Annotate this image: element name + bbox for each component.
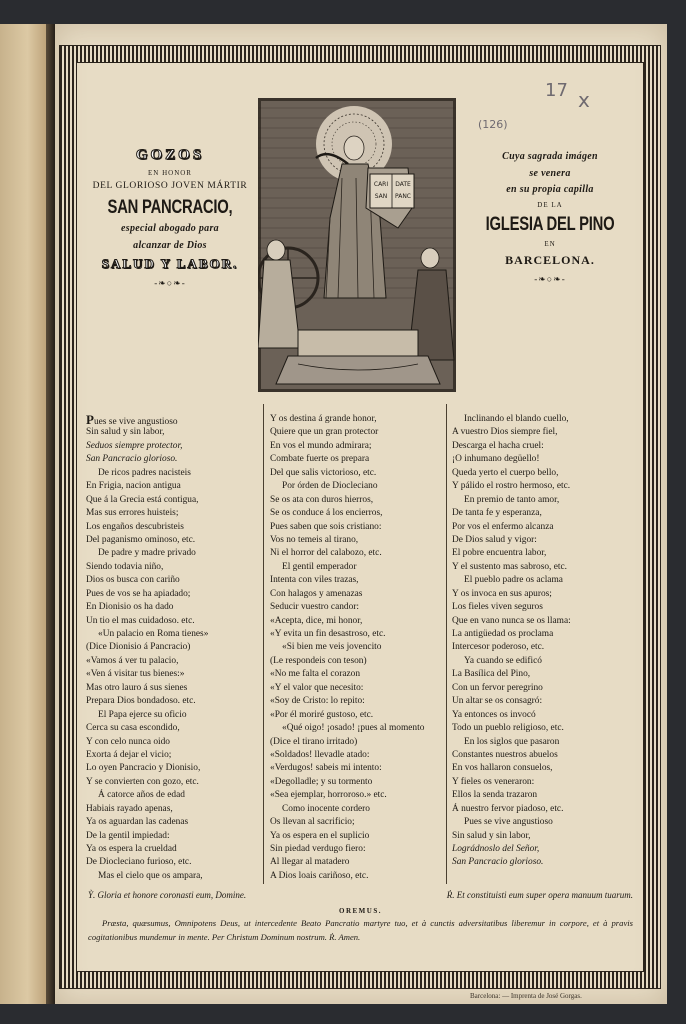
verse-line: «Acepta, dice, mi honor,: [270, 615, 363, 626]
venerated-line: se venera: [529, 167, 571, 179]
verse-line: De tanta fe y esperanza,: [452, 508, 542, 519]
printer-imprint: Barcelona: — Imprenta de José Gorgas.: [470, 992, 582, 1000]
en-text: EN: [544, 239, 556, 248]
verse-line: Constantes nuestros abuelos: [452, 749, 558, 760]
verse-line: Y se convierten con gozo, etc.: [86, 776, 199, 787]
saint-name: SAN PANCRACIO,: [107, 197, 233, 219]
svg-text:CARI: CARI: [373, 181, 389, 188]
verse-line: Del que salis victorioso, etc.: [270, 467, 377, 478]
verse-line: (Le respondeis con teson): [270, 655, 367, 666]
saint-pancras-engraving: [258, 98, 456, 392]
verse-line: Por vos el enfermo alcanza: [452, 521, 554, 532]
pencil-mark: x: [578, 88, 590, 112]
svg-text:DATE: DATE: [395, 181, 411, 188]
verse-line: En Frigia, nacion antigua: [86, 481, 181, 492]
verse-line: La antigüedad os proclama: [452, 629, 554, 639]
verse-line: De Diocleciano furioso, etc.: [86, 857, 192, 868]
verse-line: Y fieles os veneraron:: [452, 776, 535, 787]
verse-line: «Por él moriré gustoso, etc.: [270, 709, 374, 720]
verse-line: «Verdugos! sabeis mi intento:: [270, 763, 382, 774]
en-honor-text: EN HONOR: [148, 168, 192, 177]
verse-line: Como inocente cordero: [282, 803, 370, 814]
city-name: BARCELONA.: [505, 253, 595, 268]
versicle-row: [88, 890, 633, 900]
verse-line: Lo oyen Pancracio y Dionisio,: [86, 763, 201, 774]
verse-line: Lográdnoslo del Señor,: [452, 844, 540, 854]
verse-line: Ni el horror del calabozo, etc.: [270, 548, 382, 559]
versicle-left: Ỳ. Gloria et honore coronasti eum, Domine.: [88, 890, 247, 900]
svg-text:PANC: PANC: [394, 193, 412, 200]
verse-line: Ya os aguardan las cadenas: [86, 817, 189, 828]
verse-line: El Papa ejerce su oficio: [98, 709, 187, 720]
verse-line: «Vamos á ver tu palacio,: [86, 655, 179, 666]
verse-line: En Dionisio os ha dado: [86, 602, 174, 613]
oremus-heading: OREMUS.: [339, 907, 382, 915]
verse-line: Intenta con viles trazas,: [270, 575, 359, 586]
gozos-title: GOZOS: [135, 147, 205, 163]
verse-line: (Dice el tirano irritado): [270, 736, 358, 747]
verse-line: «Un palacio en Roma tienes»: [98, 629, 209, 639]
verse-column-3: [452, 413, 640, 870]
verse-line: Y os invoca en sus apuros;: [452, 588, 552, 599]
verse-line: De Dios salud y vigor:: [452, 534, 537, 545]
verse-line: Sin salud y sin labor,: [86, 427, 165, 438]
verse-line: Pues se vive angustioso: [464, 817, 553, 828]
verse-line: Exorta á dejar el vicio;: [86, 749, 172, 760]
verse-line: Dios os busca con cariño: [86, 575, 180, 586]
church-name: IGLESIA DEL PINO: [485, 213, 615, 235]
verse-line: «Si bien me veis jovencito: [282, 642, 382, 653]
martyr-line: DEL GLORIOSO JOVEN MÁRTIR: [92, 181, 248, 192]
verse-line: Ya entonces os invocó: [452, 709, 536, 720]
verse-line: Se os ata con duros hierros,: [270, 494, 374, 505]
verse-line: El pobre encuentra labor,: [452, 548, 547, 559]
verse-line: De padre y madre privado: [98, 548, 196, 559]
verse-line: Quiere que un gran protector: [270, 427, 379, 438]
verse-line: En vos el mundo admirara;: [270, 440, 372, 451]
verse-line: Seduos siempre protector,: [86, 440, 183, 451]
verse-line: Queda yerto el cuerpo bello,: [452, 467, 559, 478]
de-la-text: DE LA: [537, 200, 563, 209]
verse-line: La Basílica del Pino,: [452, 669, 531, 680]
verse-line: A vuestro Dios siempre fiel,: [452, 427, 558, 438]
verse-line: Pues saben que sois cristiano:: [270, 521, 382, 532]
verse-line: «Y el valor que necesito:: [270, 682, 364, 693]
attain-line: alcanzar de Dios: [133, 239, 207, 251]
verse-line: Y pálido el rostro hermoso, etc.: [452, 481, 571, 492]
closing-prayer: Præsta, quæsumus, Omnipotens Deus, ut intercedente Beato Pancratio martyre tuo, et à cunctis adversitatibus liberemur in corpore, et à pravis cogitationibus mundemur in mente. Per Christum Dominum nostrum. Ṙ. Amen.: [88, 918, 633, 942]
ornament-right: -❧○❧-: [534, 273, 566, 284]
verse-line: Pues se vive angustioso: [86, 413, 178, 427]
verse-line: Por órden de Diocleciano: [282, 481, 378, 492]
pencil-number: 17: [545, 80, 568, 101]
verse-line: Al llegar al matadero: [270, 857, 350, 868]
verse-line: El pueblo padre os aclama: [464, 575, 563, 586]
verse-line: En premio de tanto amor,: [464, 494, 560, 505]
verse-line: Sin piedad verdugo fiero:: [270, 844, 366, 854]
verse-line: Á catorce años de edad: [98, 790, 185, 801]
verse-line: Ya os espera la crueldad: [86, 844, 177, 854]
verse-line: «Ven á visitar tus bienes:»: [86, 669, 185, 680]
verse-line: Un altar se os consagró:: [452, 696, 543, 707]
verse-line: Ya os espera en el suplicio: [270, 830, 370, 841]
verse-line: «Sea ejemplar, horroroso.» etc.: [270, 790, 387, 801]
verse-line: Sin salud y sin labor,: [452, 830, 531, 841]
verse-line: Del paganismo ominoso, etc.: [86, 534, 196, 545]
svg-text:SAN: SAN: [374, 193, 388, 200]
pedestal: [298, 330, 418, 356]
verse-line: Mas sus errores huisteis;: [86, 508, 179, 519]
verse-line: San Pancracio glorioso.: [86, 454, 178, 465]
heading-right: [460, 148, 640, 284]
verse-line: Ya cuando se edificó: [464, 655, 542, 666]
image-line: Cuya sagrada imágen: [502, 151, 598, 162]
verse-line: «Degolladle; y su tormento: [270, 776, 373, 787]
chapel-line: en su propia capilla: [506, 184, 594, 195]
verse-line: Un tio el mas cuidadoso. etc.: [86, 615, 195, 626]
advocate-line: especial abogado para: [121, 223, 219, 234]
verse-line: Ellos la senda trazaron: [452, 790, 538, 801]
verse-line: Pues de vos se ha apiadado;: [86, 588, 191, 599]
verse-line: Todo un pueblo religioso, etc.: [452, 723, 564, 734]
verse-line: Intercesor poderoso, etc.: [452, 642, 545, 653]
verse-line: Mas el cielo que os ampara,: [98, 870, 203, 881]
verse-line: A Dios loais cariñoso, etc.: [270, 870, 369, 881]
verse-line: «Soldados! llevadle atado:: [270, 749, 370, 760]
verse-line: Siendo todavia niño,: [86, 561, 164, 572]
verse-line: Con un fervor peregrino: [452, 682, 543, 693]
verse-line: (Dice Dionisio á Pancracio): [86, 642, 191, 653]
verse-line: Á nuestro fervor piadoso, etc.: [452, 803, 564, 814]
verse-line: De la gentil impiedad:: [86, 830, 170, 841]
adjacent-page-edge: [0, 24, 50, 1004]
verse-line: «Qué oigo! ¡osado! ¡pues al momento: [282, 723, 425, 734]
heading-left: [80, 148, 260, 288]
verse-column-2: [270, 413, 458, 883]
verse-line: Que á la Grecia está contigua,: [86, 494, 199, 505]
verse-line: Que en vano nunca se os llama:: [452, 615, 571, 626]
verse-line: Inclinando el blando cuello,: [464, 414, 569, 424]
verse-line: Combate fuerte os prepara: [270, 454, 370, 465]
verse-line: Y os destina á grande honor,: [270, 414, 377, 424]
verse-line: De ricos padres nacisteis: [98, 467, 191, 478]
verse-line: Seducir vuestro candor:: [270, 602, 360, 613]
verse-line: «Y evita un fin desastroso, etc.: [270, 629, 386, 639]
verse-line: ¡O inhumano degüello!: [452, 454, 540, 465]
ornament-left: -❧○❧-: [154, 277, 186, 288]
verse-line: San Pancracio glorioso.: [452, 857, 544, 868]
verse-line: Se os conduce á los encierros,: [270, 508, 383, 519]
verse-line: En vos hallaron consuelos,: [452, 763, 553, 774]
verse-line: Vos no temeis al tirano,: [270, 534, 359, 545]
verse-column-1: [86, 413, 274, 883]
verse-line: Mas otro lauro á sus sienes: [86, 682, 188, 693]
pencil-ref: (126): [478, 118, 508, 131]
verse-line: «Soy de Cristo: lo repito:: [270, 696, 365, 707]
verse-line: Los fieles viven seguros: [452, 602, 543, 613]
verse-line: El gentil emperador: [282, 561, 357, 572]
verse-line: Cerca su casa escondido,: [86, 723, 180, 734]
verse-line: «No me falta el corazon: [270, 669, 361, 680]
versicle-right: Ṙ. Et constituisti eum super opera manuum tuarum.: [446, 890, 633, 900]
verse-line: Y con celo nunca oido: [86, 736, 170, 747]
verse-line: Prepara Dios bondadoso. etc.: [86, 696, 196, 707]
verse-line: Con halagos y amenazas: [270, 588, 363, 599]
verse-line: Descarga el hacha cruel:: [452, 440, 544, 451]
health-work-line: SALUD Y LABOR.: [101, 256, 239, 271]
verse-line: Habiais rayado apenas,: [86, 803, 173, 814]
verse-line: Los engaños descubristeis: [86, 521, 184, 532]
verse-line: Y el sustento mas sabroso, etc.: [452, 561, 567, 572]
initial-capital: P: [86, 413, 94, 427]
verse-line: Os llevan al sacrificio;: [270, 817, 355, 828]
verse-line: En los siglos que pasaron: [464, 736, 560, 747]
